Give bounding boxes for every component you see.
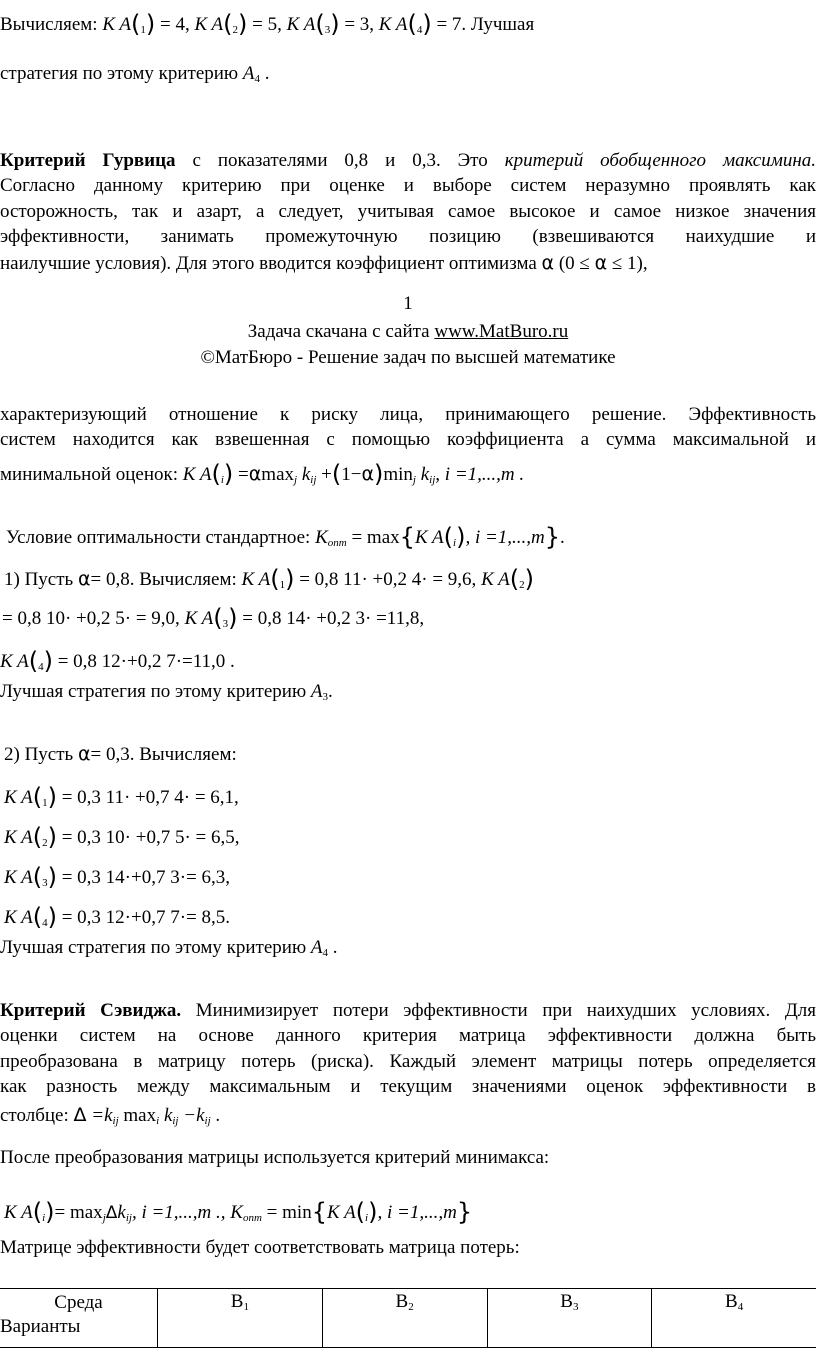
subscript: j	[102, 1212, 106, 1224]
text: столбце:	[0, 1105, 74, 1126]
subscript: 4	[737, 1301, 744, 1313]
subscript: 4	[322, 947, 329, 959]
savage-line-5	[0, 1103, 220, 1133]
heading: Критерий Сэвиджа.	[0, 1000, 182, 1021]
delta-symbol: Δ	[105, 1203, 118, 1223]
formula: K A	[286, 14, 316, 35]
paren: )	[373, 460, 384, 488]
text: = 0,8 14· +0,2 3· =11,8,	[237, 608, 425, 629]
paren: (	[32, 903, 43, 931]
alpha-symbol: α	[541, 252, 555, 274]
formula: A	[242, 63, 255, 84]
subscript: i	[220, 474, 224, 486]
paren: )	[330, 10, 340, 38]
text: B	[395, 1291, 409, 1312]
header-b3	[487, 1289, 652, 1348]
paren: )	[145, 10, 156, 38]
text: .	[260, 63, 270, 84]
text: = 0,8 10· +0,2 5· = 9,0,	[2, 608, 185, 629]
text: наилучшие условия). Для этого вводится коэффициент оптимизма	[0, 253, 542, 274]
subscript: i	[156, 1115, 160, 1127]
subscript: 3	[222, 618, 229, 630]
text: .	[328, 937, 338, 958]
case1-result	[0, 680, 333, 709]
value: = 7. Лучшая	[431, 14, 535, 35]
italic-text: критерий обобщенного максимина.	[504, 150, 816, 171]
subscript: 3	[42, 877, 48, 889]
paren: (	[32, 1198, 43, 1226]
paren: (	[331, 460, 342, 488]
hurwicz-line-2: Согласно данному критерию при оценке и выборе систем неразумно проявлять как	[0, 175, 816, 196]
text: .	[210, 1105, 221, 1126]
paren: (	[443, 523, 453, 551]
delta-symbol: Δ	[73, 1104, 87, 1126]
brace: }	[544, 523, 561, 551]
header-variants: Варианты	[0, 1316, 81, 1337]
text: 1) Пусть	[4, 569, 78, 590]
formula: K A	[4, 827, 33, 848]
subscript: опт	[242, 1212, 262, 1224]
text: Вычисляем:	[0, 14, 103, 35]
formula: , i =1,...,m	[465, 527, 545, 548]
formula: K	[315, 527, 328, 548]
subscript: ij	[112, 1115, 119, 1127]
text: ≤	[611, 253, 623, 274]
text: = 0,8 12·+0,2 7·=11,0 .	[52, 651, 235, 672]
formula: K A	[378, 14, 408, 35]
paren: )	[285, 565, 295, 593]
formula: , i =1,...,m	[377, 1202, 457, 1223]
value: = 5,	[247, 14, 287, 35]
text: = max	[346, 527, 400, 548]
formula: K A	[326, 1202, 356, 1223]
text: .	[328, 681, 333, 702]
paren: (	[509, 565, 520, 593]
text: , i =1,...,m .	[435, 464, 525, 485]
subscript: 1	[42, 797, 48, 809]
hurwicz-line-3: осторожность, так и азарт, а следует, учитывая самое высокое и самое низкое значения	[0, 201, 816, 222]
subscript: опт	[327, 537, 347, 549]
formula: K A	[184, 608, 214, 629]
text: = 0,3 10· +0,7 5· = 6,5,	[56, 827, 240, 848]
alpha-symbol: α	[361, 463, 374, 485]
subscript: i	[365, 1212, 369, 1224]
paren: )	[524, 565, 534, 593]
text: Условие оптимальности стандартное:	[6, 527, 316, 548]
matrix-intro: Матрице эффективности будет соответствовать матрица потерь:	[0, 1237, 520, 1258]
subscript: 2	[408, 1301, 414, 1313]
subscript: j	[412, 474, 416, 486]
paren: )	[368, 1198, 378, 1226]
alpha-symbol: α	[594, 252, 608, 274]
text: B	[725, 1291, 738, 1312]
subscript: 4	[416, 24, 423, 36]
paren: (	[407, 10, 417, 38]
text: Задача скачана с сайта	[247, 321, 435, 342]
subscript: j	[294, 474, 298, 486]
formula: K A	[4, 787, 33, 808]
paren: )	[47, 783, 57, 811]
savage-line-2: оценки систем на основе данного критерия матрица эффективности должна быть	[0, 1025, 816, 1046]
case2-line-3	[4, 825, 240, 855]
subscript: ij	[125, 1212, 132, 1224]
cont-line-2: систем находится как взвешенная с помощью коэффициента а сумма максимальной и	[0, 429, 816, 450]
paren: (	[355, 1198, 366, 1226]
brace: {	[311, 1198, 327, 1226]
formula: K A	[481, 569, 510, 590]
alpha-symbol: α	[77, 743, 91, 765]
brace: {	[399, 523, 415, 551]
text: k	[159, 1105, 173, 1126]
footer-copyright: ©МатБюро - Решение задач по высшей математике	[200, 347, 616, 368]
text: = min	[261, 1202, 312, 1223]
savage-after: После преобразования матрицы используется критерий минимакса:	[0, 1147, 550, 1168]
case2-line-2	[4, 785, 239, 815]
paren: (	[213, 604, 223, 632]
subscript: 2	[232, 24, 239, 36]
paren: )	[47, 903, 57, 931]
value: = 4,	[155, 14, 195, 35]
case1-line-1	[4, 567, 534, 597]
table-header-row	[0, 1289, 816, 1348]
paren: (	[32, 783, 43, 811]
site-link[interactable]: www.MatBuro.ru	[434, 321, 569, 342]
case2-line-1	[4, 742, 237, 767]
case1-line-2	[2, 606, 424, 636]
formula: K A	[194, 14, 224, 35]
formula: K A	[102, 14, 131, 35]
brace: }	[456, 1198, 473, 1226]
text: = 0,3 14·+0,7 3·= 6,3,	[56, 867, 230, 888]
text: = max	[54, 1202, 103, 1223]
computation-line-1	[0, 12, 534, 42]
optimality-line	[6, 525, 565, 555]
text: k	[297, 464, 311, 485]
paren: (	[211, 460, 221, 488]
header-b4	[652, 1289, 816, 1348]
subscript: 4	[38, 661, 44, 673]
hurwicz-line-4: эффективности, занимать промежуточную позицию (взвешиваются наихудшие и	[0, 226, 816, 247]
text: Лучшая стратегия по этому критерию	[0, 937, 311, 958]
subscript: 3	[572, 1301, 579, 1313]
subscript: i	[453, 537, 457, 549]
alpha-symbol: α	[248, 463, 262, 485]
hurwicz-line-1	[0, 149, 816, 173]
footer-source	[0, 320, 816, 344]
savage-line-3: преобразована в матрицу потерь (риска). Каждый элемент матрицы потерь определяется	[0, 1051, 816, 1072]
text: = 0,8 11· +0,2 4· = 9,6,	[294, 569, 482, 590]
text: B	[560, 1291, 573, 1312]
text: 2) Пусть	[4, 744, 78, 765]
paren: (	[270, 565, 280, 593]
formula: K A	[4, 1202, 33, 1223]
text: 1),	[622, 253, 648, 274]
paren: )	[228, 604, 238, 632]
paren: )	[45, 1198, 55, 1226]
loss-matrix-table	[0, 1288, 816, 1348]
savage-line-1	[0, 999, 816, 1023]
subscript: 1	[243, 1301, 249, 1313]
text: = 0,3. Вычисляем:	[90, 744, 237, 765]
paren: )	[47, 863, 57, 891]
cont-line-3	[0, 462, 524, 492]
text: = 0,8. Вычисляем:	[90, 569, 242, 590]
text: Минимизирует потери эффективности при наихудших условиях. Для	[181, 1000, 816, 1021]
case1-line-3	[0, 649, 235, 679]
case2-line-4	[4, 865, 230, 895]
text: минимальной оценок:	[0, 464, 183, 485]
header-b1	[158, 1289, 323, 1348]
formula: A	[310, 937, 323, 958]
paren: )	[238, 10, 248, 38]
subscript: 1	[140, 24, 146, 36]
formula: K A	[4, 907, 33, 928]
paren: )	[456, 523, 466, 551]
strategy-line	[0, 62, 270, 91]
formula: K A	[0, 651, 29, 672]
formula: K A	[4, 867, 33, 888]
paren: )	[47, 823, 57, 851]
paren: (	[223, 10, 233, 38]
subscript: 3	[322, 691, 329, 703]
text: Лучшая стратегия по этому критерию	[0, 681, 311, 702]
text: max	[261, 464, 295, 485]
header-corner-cell	[0, 1289, 158, 1348]
formula: K A	[414, 527, 444, 548]
text: K	[230, 1202, 243, 1223]
alpha-symbol: α	[77, 568, 91, 590]
subscript: ij	[310, 474, 317, 486]
value: = 3,	[339, 14, 379, 35]
page-number: 1	[403, 293, 413, 314]
minimax-formula: K $A(_i)= \max_j\Delta k_{ij}$, i =1,...,m ., $K_{опт} = \min\{K$ $A(_i)$, i =1,...,m}	[4, 1198, 473, 1226]
hurwicz-line-5	[0, 251, 648, 276]
paren: )	[223, 460, 234, 488]
savage-line-4: как разность между максимальным и текущим значениями оценок эффективности в	[0, 1076, 816, 1097]
case2-line-5	[4, 905, 230, 935]
subscript: ij	[172, 1115, 179, 1127]
text: (0 ≤	[554, 253, 595, 274]
text: .	[560, 527, 565, 548]
paren: (	[131, 10, 141, 38]
subscript: i	[42, 1212, 46, 1224]
text: k	[415, 464, 430, 485]
text: 1−	[341, 464, 362, 485]
paren: (	[32, 863, 43, 891]
text: min	[383, 464, 413, 485]
header-b2	[322, 1289, 487, 1348]
text: max	[118, 1105, 157, 1126]
paren: (	[315, 10, 325, 38]
text: =k	[86, 1105, 113, 1126]
header-environment: Среда	[54, 1292, 103, 1313]
text: =	[233, 464, 249, 485]
paren: (	[28, 647, 39, 675]
cont-line-1: характеризующий отношение к риску лица, принимающего решение. Эффективность	[0, 404, 816, 425]
subscript: 4	[254, 73, 260, 85]
text: B	[230, 1291, 244, 1312]
paren: )	[43, 647, 53, 675]
text: +	[316, 464, 332, 485]
formula: K A	[182, 464, 212, 485]
text: = 0,3 11· +0,7 4· = 6,1,	[56, 787, 239, 808]
subscript: 3	[324, 24, 331, 36]
paren: )	[422, 10, 432, 38]
text: , i =1,...,m .,	[131, 1202, 231, 1223]
subscript: ij	[204, 1115, 211, 1127]
subscript: 2	[42, 837, 48, 849]
case2-result	[0, 936, 338, 965]
subscript: ij	[429, 474, 436, 486]
text: стратегия по этому критерию	[0, 63, 243, 84]
subscript: 1	[279, 579, 286, 591]
heading: Критерий Гурвица	[0, 150, 176, 171]
text: −k	[178, 1105, 205, 1126]
text: = 0,3 12·+0,7 7·= 8,5.	[56, 907, 230, 928]
paren: (	[32, 823, 43, 851]
subscript: 4	[42, 917, 48, 929]
subscript: 2	[519, 579, 525, 591]
formula: K A	[241, 569, 271, 590]
formula: A	[310, 681, 323, 702]
text: с показателями 0,8 и 0,3. Это	[175, 150, 505, 171]
